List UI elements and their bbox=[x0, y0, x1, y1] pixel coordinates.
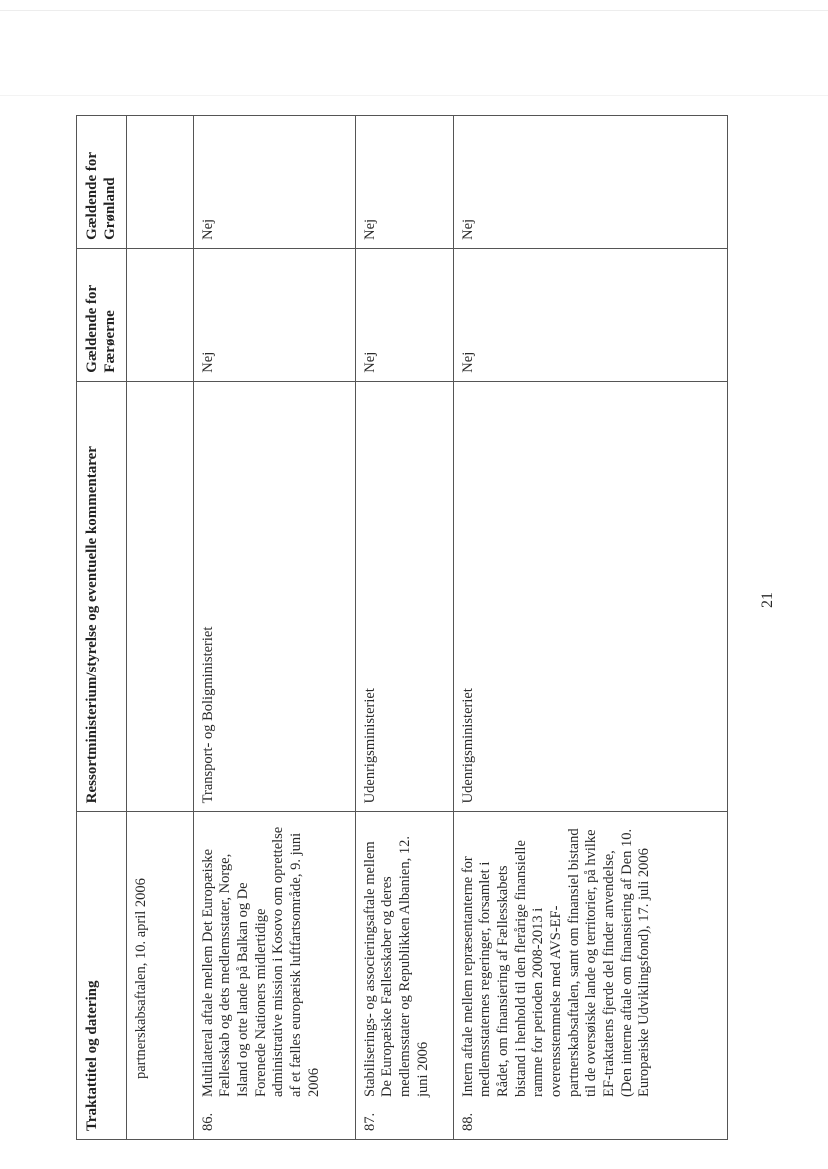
table-row bbox=[355, 116, 453, 1140]
treaty-table bbox=[76, 115, 728, 1140]
header-ministry: Ressortministerium/styrelse og eventuelle kommentarer bbox=[77, 381, 127, 812]
continued-title: partnerskabsaftalen, 10. april 2006 bbox=[126, 812, 193, 1140]
treaty-table-rotated bbox=[76, 115, 728, 1140]
continued-greenland bbox=[126, 116, 193, 249]
faroe-cell: Nej bbox=[355, 248, 453, 381]
treaty-number: 86. bbox=[199, 1112, 216, 1131]
header-row bbox=[77, 116, 127, 1140]
greenland-cell: Nej bbox=[355, 116, 453, 249]
scan-artifact-top bbox=[0, 10, 828, 11]
header-faroe: Gældende for Færøerne bbox=[77, 248, 127, 381]
header-title: Traktattitel og datering bbox=[77, 812, 127, 1140]
faroe-cell: Nej bbox=[453, 248, 727, 381]
continued-faroe bbox=[126, 248, 193, 381]
ministry-cell: Udenrigsministeriet bbox=[453, 381, 727, 812]
continued-ministry bbox=[126, 381, 193, 812]
table-row-continued bbox=[126, 116, 193, 1140]
treaty-title: Intern aftale mellem repræsentanterne for medlemsstaternes regeringer, forsamlet i Rådet, om finansiering af Fællesskabets bistand i henhold til den flerårige finansielle ramme for perioden 2008-2013 i overensstemmelse med AVS-EF-partnerskabsaftalen, samt om finansiel bistand til de oversøiske lande og territorier, på hvilke EF-traktatens fjerde del finder anvendelse, (Den interne aftale om finansiering af Den 10. Europæiske Udviklingsfond), 17. juli 2006 bbox=[459, 828, 653, 1097]
treaty-title: Stabiliserings- og associeringsaftale mellem De Europæiske Fællesskaber og deres medlemsstater og Republikken Albanien, 12. juni 2006 bbox=[361, 836, 431, 1097]
page-number: 21 bbox=[759, 592, 776, 608]
treaty-cell bbox=[193, 812, 355, 1140]
faroe-cell: Nej bbox=[193, 248, 355, 381]
ministry-cell: Transport- og Boligministeriet bbox=[193, 381, 355, 812]
treaty-number: 88. bbox=[459, 1112, 476, 1131]
treaty-title: Multilateral aftale mellem Det Europæiske Fællesskab og dets medlemsstater, Norge, Island og otte lande på Balkan og De Forenede Nationers midlertidige administrative mission i Kosovo om oprettelse af et fælles europæisk luftfartsområde, 9. juni 2006 bbox=[199, 826, 322, 1097]
table-row bbox=[193, 116, 355, 1140]
ministry-cell: Udenrigsministeriet bbox=[355, 381, 453, 812]
treaty-cell bbox=[453, 812, 727, 1140]
scan-artifact-upper bbox=[0, 95, 828, 96]
treaty-cell bbox=[355, 812, 453, 1140]
greenland-cell: Nej bbox=[193, 116, 355, 249]
treaty-number: 87. bbox=[361, 1112, 378, 1131]
table-row bbox=[453, 116, 727, 1140]
header-greenland: Gældende for Grønland bbox=[77, 116, 127, 249]
greenland-cell: Nej bbox=[453, 116, 727, 249]
